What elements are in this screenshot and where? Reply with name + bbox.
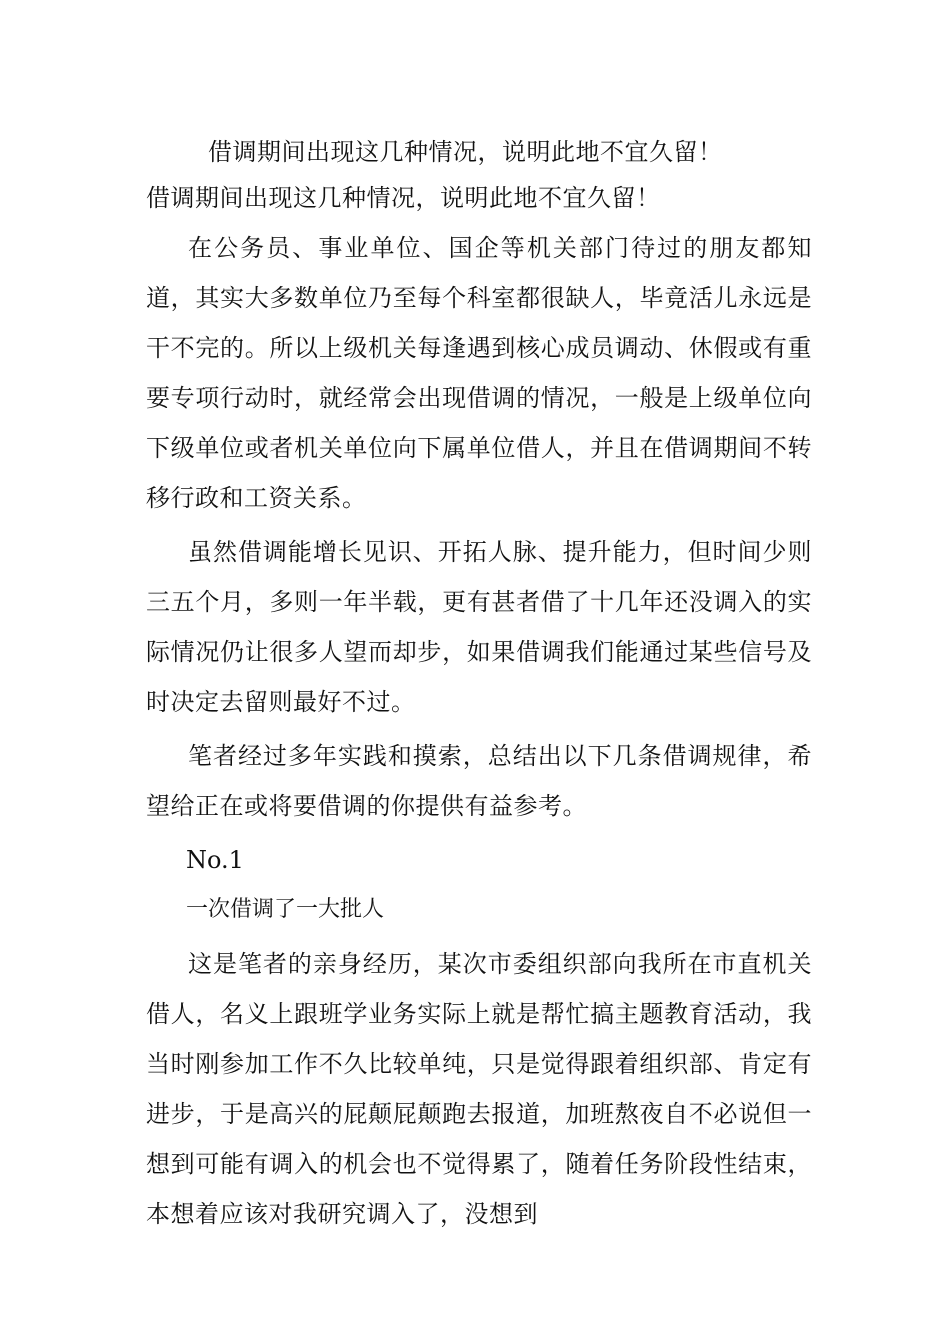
section-title: 一次借调了一大批人 xyxy=(186,897,385,922)
paragraph-benefits: 虽然借调能增长见识、开拓人脉、提升能力，但时间少则三五个月，多则一年半载，更有甚者借了十几年还没调入的实际情况仍让很多人望而却步，如果借调我们能通过某些信号及时决定去留则最好不过。 xyxy=(146,538,812,716)
paragraph-intro: 在公务员、事业单位、国企等机关部门待过的朋友都知道，其实大多数单位乃至每个科室都很缺人，毕竟活儿永远是干不完的。所以上级机关每逢遇到核心成员调动、休假或有重要专项行动时，就经常会出现借调的情况，一般是上级单位向下级单位或者机关单位向下属单位借人，并且在借调期间不转移行政和工资关系。 xyxy=(146,234,812,512)
document-title: 借调期间出现这几种情况，说明此地不宜久留！ xyxy=(208,138,723,166)
section-number: No.1 xyxy=(186,846,244,874)
document-body xyxy=(146,136,812,1239)
document-subtitle: 借调期间出现这几种情况，说明此地不宜久留！ xyxy=(146,184,661,212)
paragraph-summary: 笔者经过多年实践和摸索，总结出以下几条借调规律，希望给正在或将要借调的你提供有益参考。 xyxy=(146,742,812,820)
section-paragraph: 这是笔者的亲身经历，某次市委组织部向我所在市直机关借人，名义上跟班学业务实际上就是帮忙搞主题教育活动，我当时刚参加工作不久比较单纯，只是觉得跟着组织部、肯定有进步，于是高兴的屁颠屁颠跑去报道，加班熬夜自不必说但一想到可能有调入的机会也不觉得累了，随着任务阶段性结束，本想着应该对我研究调入了，没想到 xyxy=(146,950,812,1228)
